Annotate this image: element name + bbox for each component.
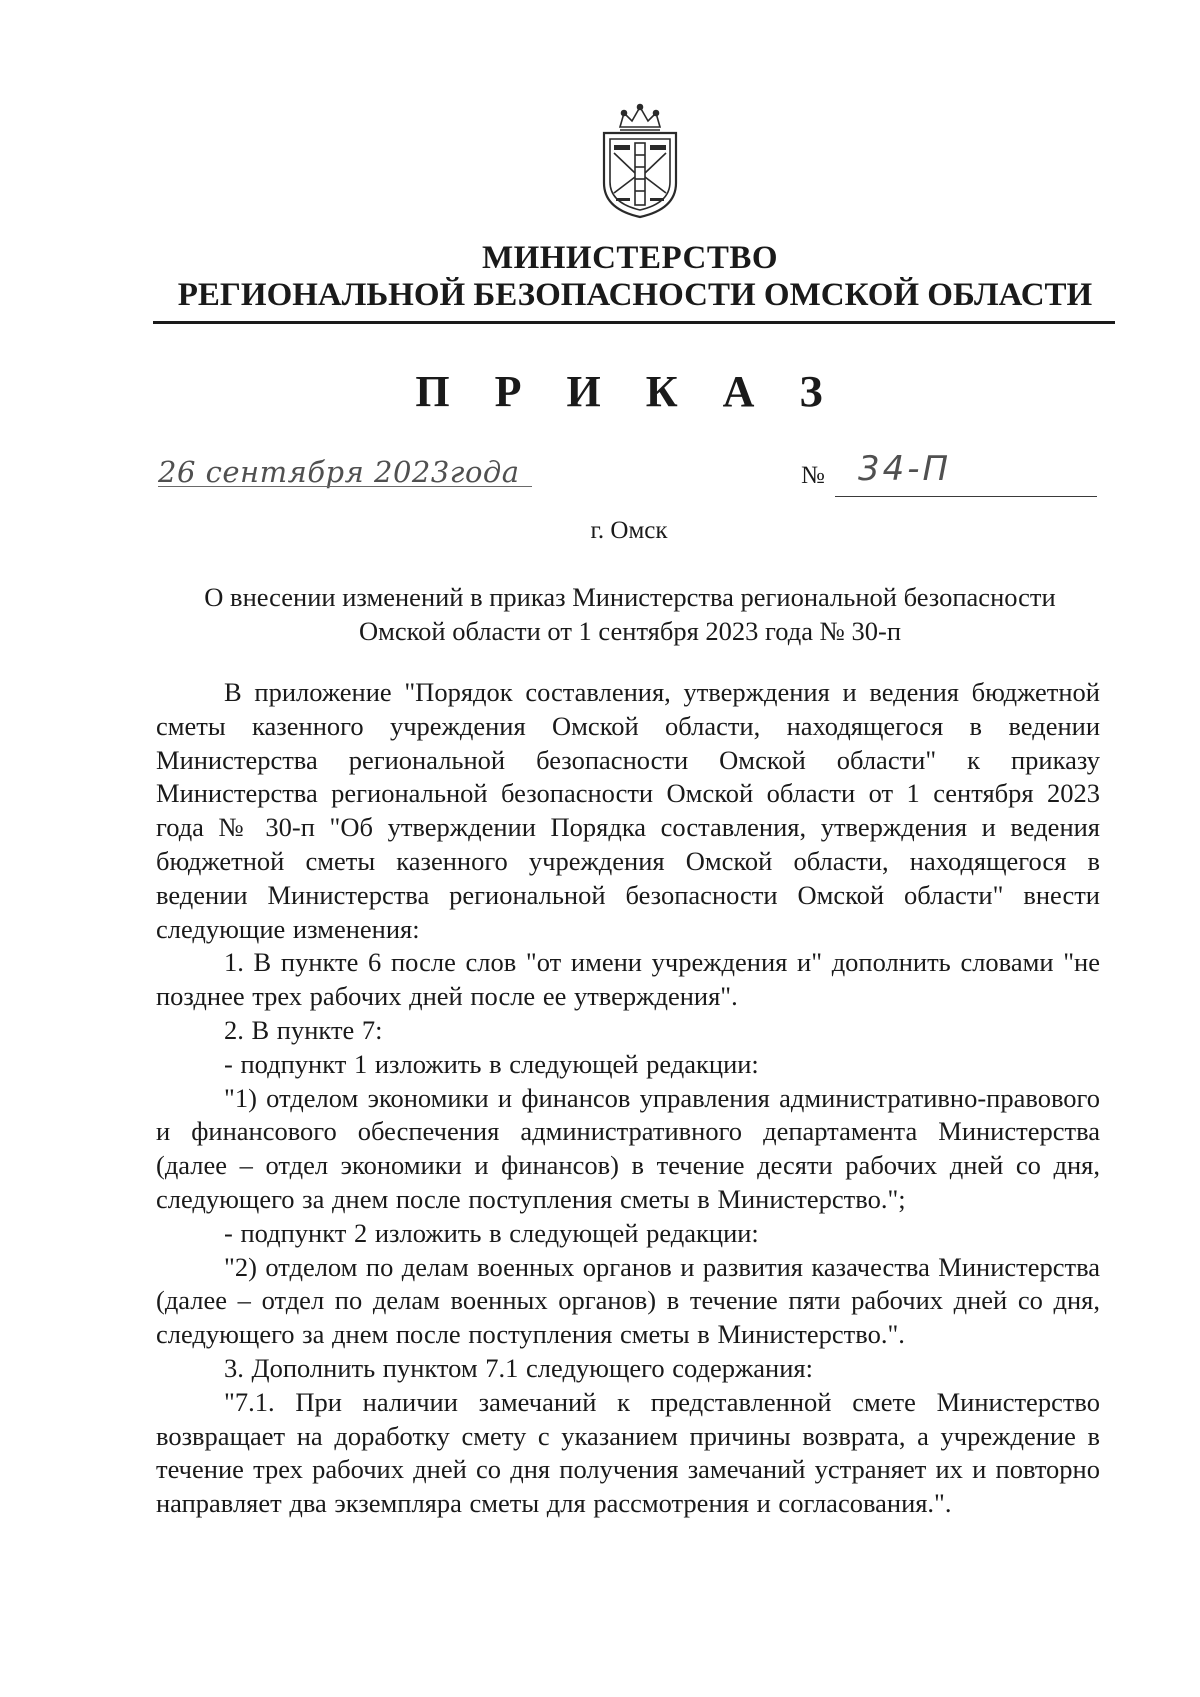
- body-paragraph: 2. В пункте 7:: [224, 1014, 383, 1045]
- ministry-title-line1: МИНИСТЕРСТВО: [481, 240, 779, 276]
- document-type-title: П Р И К А З: [415, 367, 840, 416]
- header-divider: [153, 321, 1115, 324]
- body-paragraph: 1. В пункте 6 после слов "от имени учреждения и" дополнить словами "не позднее трех рабочих дней после ее утверждения".: [156, 947, 1100, 1012]
- body-paragraph: В приложение "Порядок составления, утверждения и ведения бюджетной сметы казенного учреждения Омской области, находящегося в ведении Министерства региональной безопасности Омской области" к приказу Министерства региональной безопасности Омской области от 1 сентября 2023 года № 30-п "Об утверждении Порядка составления, утверждения и ведения бюджетной сметы казенного учреждения Омской области, находящегося в ведении Министерства региональной безопасности Омской области" внести следующие изменения:: [156, 677, 1100, 944]
- city-line: г. Омск: [590, 517, 668, 544]
- order-body: [156, 676, 1100, 1521]
- ministry-title-line2: РЕГИОНАЛЬНОЙ БЕЗОПАСНОСТИ ОМСКОЙ ОБЛАСТИ: [177, 277, 1093, 313]
- coat-of-arms-emblem: [596, 103, 684, 221]
- number-underline: [835, 496, 1097, 497]
- body-paragraph: - подпункт 2 изложить в следующей редакции:: [224, 1217, 759, 1248]
- handwritten-date: 26 сентября 2023года: [158, 455, 520, 489]
- subject-line-1: О внесении изменений в приказ Министерства региональной безопасности: [204, 582, 1056, 612]
- body-paragraph: "2) отделом по делам военных органов и развития казачества Министерства (далее – отдел по делам военных органов) в течение пяти рабочих дней со дня, следующего за днем после поступления сметы в Министерство.".: [156, 1251, 1100, 1350]
- body-paragraph: - подпункт 1 изложить в следующей редакции:: [224, 1048, 759, 1079]
- handwritten-number: 34-П: [858, 449, 952, 489]
- body-paragraph: 3. Дополнить пунктом 7.1 следующего содержания:: [224, 1352, 813, 1383]
- order-subject: [160, 580, 1100, 648]
- number-label: №: [801, 462, 825, 489]
- body-paragraph: "1) отделом экономики и финансов управления административно-правового и финансового обеспечения административного департамента Министерства (далее – отдел экономики и финансов) в течение десяти рабочих дней со дня, следующего за днем после поступления сметы в Министерство.";: [156, 1082, 1100, 1214]
- subject-line-2: Омской области от 1 сентября 2023 года № 30-п: [358, 616, 902, 646]
- body-paragraph: "7.1. При наличии замечаний к представленной смете Министерство возвращает на доработку смету с указанием причины возврата, а учреждение в течение трех рабочих дней со дня получения замечаний устраняет их и повторно направляет два экземпляра сметы для рассмотрения и согласования.".: [156, 1386, 1100, 1519]
